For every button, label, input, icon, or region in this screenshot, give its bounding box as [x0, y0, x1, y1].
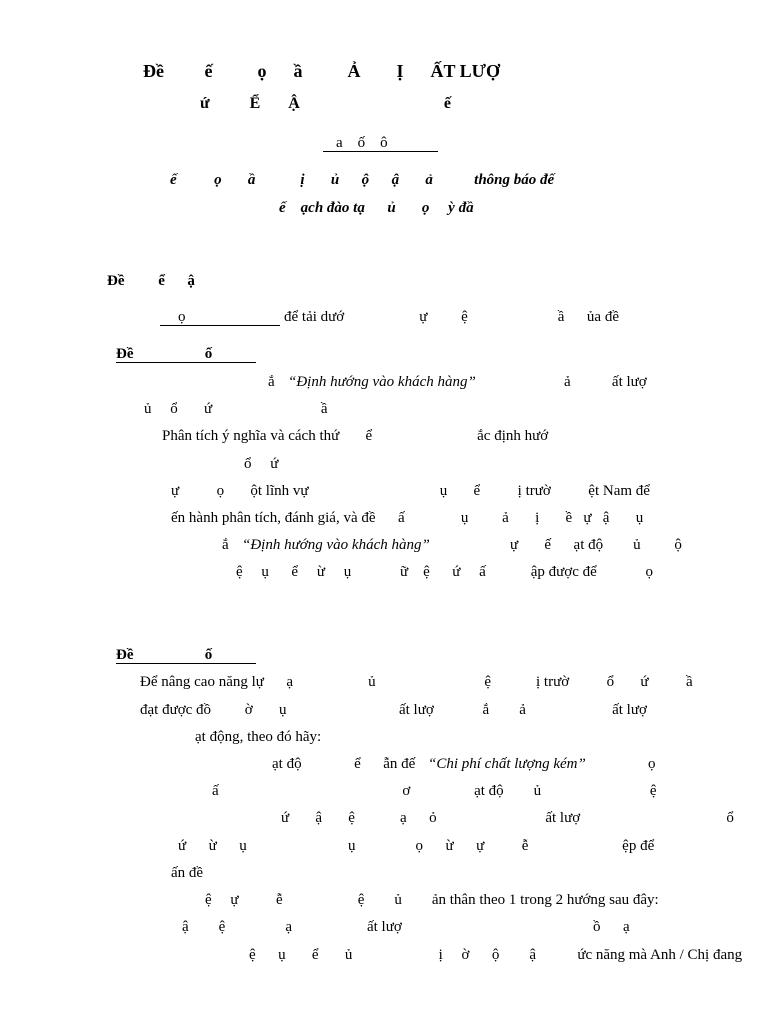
q1-line-1-quote: “Định hướng vào khách hàng”: [288, 374, 476, 390]
question-1-heading: Đề ố: [116, 346, 213, 362]
section-heading: Đề ể ậ: [107, 273, 195, 289]
author-line: a ố ô: [336, 135, 388, 151]
q1-line-1b: ả ất lượ: [564, 374, 647, 390]
q1-line-7a: ắ: [222, 537, 229, 553]
q2-line-10: ậ ệ ạ ất lượ ồ ạ: [182, 919, 630, 935]
instruction-line-2: ế ạch đào tạ ủ ọ ỳ đầ: [279, 200, 474, 216]
q1-line-7-quote: “Định hướng vào khách hàng”: [242, 537, 430, 553]
q2-line-2: đạt được đồ ờ ụ ất lượ ắ ả ất lượ: [140, 702, 647, 718]
q2-line-7: ứ ừ ụ ụ ọ ừ ự ễ ệp để: [178, 838, 655, 854]
instruction-line-1: ế ọ ầ ị ủ ộ ậ ả thông báo đế: [170, 172, 555, 188]
question-1-underline: [116, 362, 256, 363]
document-title-line-2: ứ Ể Ậ ế: [200, 95, 451, 112]
q1-line-5: ự ọ ột lĩnh vự ụ ể ị trườ ệt Nam để: [171, 483, 650, 499]
download-line: để tải dướ ự ệ ầ ủa đề: [284, 309, 619, 325]
q2-line-6: ứ ậ ệ ạ ỏ ất lượ ổ: [281, 810, 734, 826]
q1-line-2: ủ ổ ứ ầ: [144, 401, 328, 417]
question-2-underline: [116, 663, 256, 664]
author-underline: [323, 151, 438, 152]
q2-line-1: Để nâng cao năng lự ạ ủ ệ ị trườ ổ ứ ầ: [140, 674, 693, 690]
q1-line-1a: ắ: [268, 374, 275, 390]
q1-line-8: ệ ụ ể ừ ụ ữ ệ ứ ấ ập được để ọ: [236, 564, 654, 580]
download-underline: [160, 325, 280, 326]
q2-line-9: ệ ự ễ ệ ủ ản thân theo 1 trong 2 hướng sau đây:: [205, 892, 659, 908]
q2-line-4-quote: “Chi phí chất lượng kém”: [428, 756, 586, 772]
q1-line-3: Phân tích ý nghĩa và cách thứ ể ắc định hướ: [162, 428, 549, 444]
q2-line-8: ấn đề: [171, 865, 204, 881]
q1-line-4: ổ ứ: [244, 456, 279, 472]
document-title-line-1: Đề ế ọ ầ Ả Ị ẤT LƯỢ: [143, 61, 500, 81]
question-2-heading: Đề ố: [116, 647, 213, 663]
q2-line-3: ạt động, theo đó hãy:: [195, 729, 322, 745]
q2-line-11: ệ ụ ể ủ ị ờ ộ ậ ức năng mà Anh / Chị đang: [249, 947, 743, 963]
q2-line-5: ấ ơ ạt độ ủ ệ: [212, 783, 657, 799]
q1-line-6: ến hành phân tích, đánh giá, và đề ấ ụ ả ị ề ự ậ ụ: [171, 510, 644, 526]
q1-line-7b: ự ế ạt độ ủ ộ: [510, 537, 682, 553]
download-prefix: ọ: [178, 309, 186, 325]
q2-line-4a: ạt độ ể ẫn đế: [272, 756, 416, 772]
q2-line-4b: ọ: [648, 756, 656, 772]
